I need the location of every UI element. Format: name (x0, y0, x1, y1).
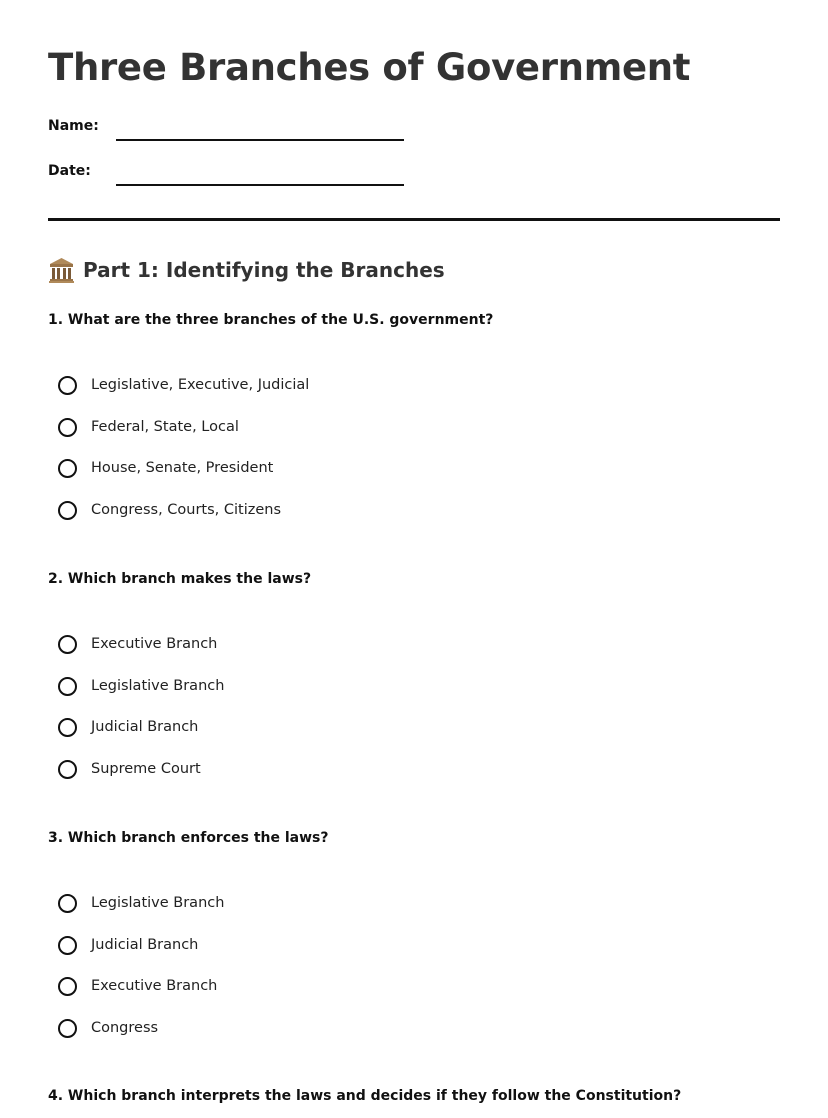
radio-button[interactable] (58, 677, 77, 696)
answer-option[interactable] (58, 674, 224, 698)
question-text: 3. Which branch enforces the laws? (48, 830, 329, 846)
radio-button[interactable] (58, 760, 77, 779)
answer-option[interactable] (58, 891, 224, 915)
section-heading (48, 256, 445, 284)
question-text: 2. Which branch makes the laws? (48, 571, 312, 587)
radio-button[interactable] (58, 459, 77, 478)
date-field (48, 163, 448, 189)
radio-button[interactable] (58, 936, 77, 955)
radio-button[interactable] (58, 501, 77, 520)
radio-button[interactable] (58, 1019, 77, 1038)
option-label: Judicial Branch (91, 719, 199, 735)
radio-button[interactable] (58, 977, 77, 996)
radio-button[interactable] (58, 718, 77, 737)
option-label: Congress (91, 1020, 159, 1036)
option-label: Executive Branch (91, 636, 218, 652)
name-field (48, 118, 448, 144)
radio-button[interactable] (58, 418, 77, 437)
answer-option[interactable] (58, 415, 239, 439)
name-blank-line[interactable] (116, 139, 404, 141)
question-text: 1. What are the three branches of the U.S. government? (48, 312, 494, 328)
answer-option[interactable] (58, 715, 198, 739)
name-label: Name: (48, 118, 99, 134)
option-label: House, Senate, President (91, 460, 274, 476)
classical-building-icon (48, 256, 75, 284)
question-text: 4. Which branch interprets the laws and decides if they follow the Constitution? (48, 1088, 682, 1104)
date-label: Date: (48, 163, 91, 179)
option-label: Federal, State, Local (91, 419, 239, 435)
option-label: Executive Branch (91, 978, 218, 994)
answer-option[interactable] (58, 933, 198, 957)
answer-option[interactable] (58, 974, 217, 998)
answer-option[interactable] (58, 456, 273, 480)
radio-button[interactable] (58, 376, 77, 395)
answer-option[interactable] (58, 373, 309, 397)
header-divider (48, 218, 780, 221)
radio-button[interactable] (58, 894, 77, 913)
option-label: Legislative, Executive, Judicial (91, 377, 310, 393)
answer-option[interactable] (58, 498, 281, 522)
answer-option[interactable] (58, 757, 201, 781)
radio-button[interactable] (58, 635, 77, 654)
section-heading-text: Part 1: Identifying the Branches (83, 258, 445, 282)
option-label: Legislative Branch (91, 678, 225, 694)
date-blank-line[interactable] (116, 184, 404, 186)
answer-option[interactable] (58, 1016, 158, 1040)
option-label: Judicial Branch (91, 937, 199, 953)
option-label: Supreme Court (91, 761, 201, 777)
answer-option[interactable] (58, 632, 217, 656)
option-label: Congress, Courts, Citizens (91, 502, 282, 518)
page-title: Three Branches of Government (48, 46, 691, 89)
option-label: Legislative Branch (91, 895, 225, 911)
